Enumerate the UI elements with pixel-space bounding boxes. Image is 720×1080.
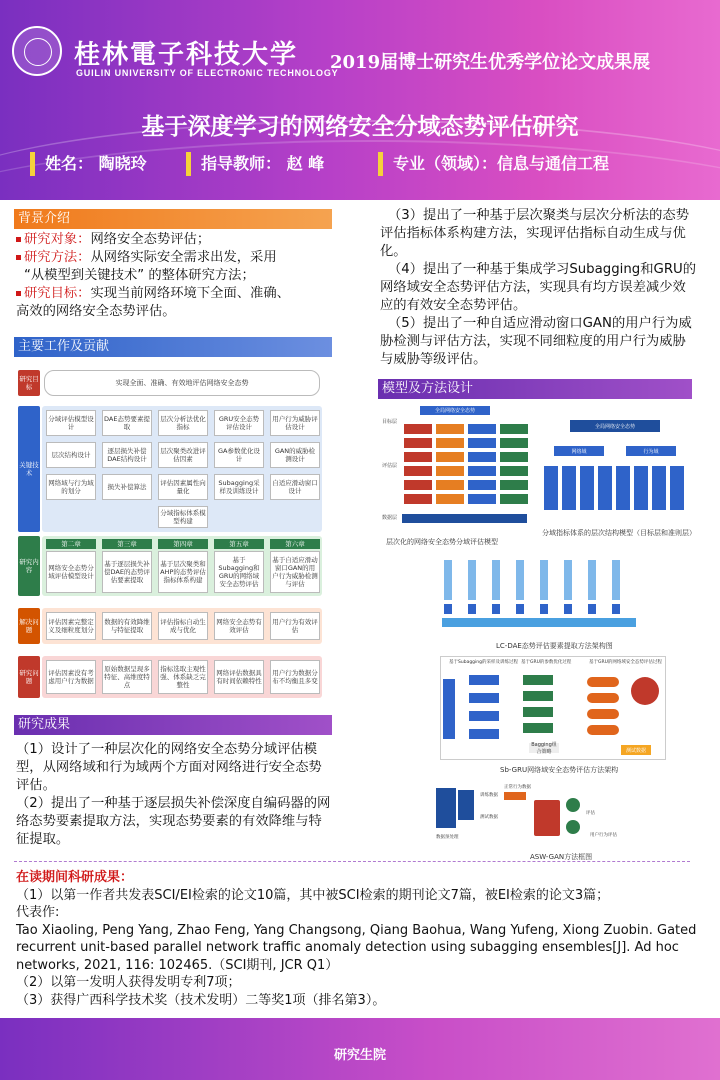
header-banner [0, 0, 720, 200]
tech-box: 网络域与行为域的划分 [46, 474, 96, 500]
d5-label: 正常行为数据 [504, 785, 531, 790]
d1-cell [404, 494, 432, 504]
tech-box: GA参数优化设计 [214, 442, 264, 468]
hierarchical-model-diagram [382, 402, 532, 532]
d1-cell [500, 466, 528, 476]
bullet-icon [16, 237, 21, 242]
d1-cell [436, 480, 464, 490]
d4-block [587, 693, 619, 703]
d4-bagging: Bagging组合策略 [529, 743, 559, 753]
d4-block [469, 693, 499, 703]
d1-cell [404, 452, 432, 462]
d1-cell [500, 424, 528, 434]
list-item: （1）设计了一种层次化的网络安全态势分域评估模型，从网络域和行为域两个方面对网络进行安全态势评估。 [16, 742, 322, 793]
university-seal-icon [12, 26, 62, 76]
university-name-en: GUILIN UNIVERSITY OF ELECTRONIC TECHNOLOGY [76, 68, 339, 78]
tech-box: Subagging采样及训练设计 [214, 474, 264, 500]
d3-output-bar [442, 618, 636, 627]
footer-text: 研究生院 [333, 1048, 386, 1063]
d2-column [544, 466, 558, 510]
chapter-label: 第五章 [214, 539, 264, 549]
sb-gru-diagram [440, 656, 666, 760]
d1-cell [468, 438, 496, 448]
problem-box: 评估因素没有考虑用户行为数据 [46, 660, 96, 694]
poster-title: 基于深度学习的网络安全分域态势评估研究 [141, 114, 579, 140]
d1-cell [404, 424, 432, 434]
goal-box: 实现全面、准确、有效地评估网络安全态势 [44, 370, 320, 396]
chapter-label: 第三章 [102, 539, 152, 549]
d3-node [564, 604, 572, 614]
period-results-heading: 在读期间科研成果： [16, 870, 134, 885]
results-list [16, 741, 334, 849]
tech-box: GAN的威胁检测设计 [270, 442, 320, 468]
list-item: （2）提出了一种基于逐层损失补偿深度自编码器的网络态势要素提取方法，实现态势要素的有效降维与特征提取。 [16, 796, 331, 847]
contributions-right [380, 207, 698, 369]
d2-domain-box: 行为域 [626, 446, 676, 456]
d3-layer [588, 560, 596, 600]
period-results [16, 869, 706, 1009]
bullet-icon [16, 255, 21, 260]
d5-label: 测试数据 [480, 815, 498, 820]
d5-block [436, 788, 456, 828]
solve-box: 数据的有效降维与特征提取 [102, 612, 152, 640]
d5-node [566, 820, 580, 834]
bullet-icon [16, 291, 21, 296]
d5-label: 训练数据 [480, 793, 498, 798]
d3-layer [564, 560, 572, 600]
list-item: （1）以第一作者共发表SCI/EI检索的论文10篇，其中被SCI检索的期刊论文7篇，被EI检索的论文3篇； [16, 887, 610, 903]
caption: 分域指标体系的层次结构模型（目标层和准则层） [542, 529, 696, 537]
chapter-label: 第四章 [158, 539, 208, 549]
list-item: 研究方法：从网络实际安全需求出发，采用 [16, 249, 336, 267]
list-item: 高效的网络安全态势评估。 [16, 304, 176, 319]
list-item: （3）获得广西科学技术奖（技术发明）二等奖1项（排名第3）。 [16, 992, 386, 1008]
d1-cell [436, 452, 464, 462]
problem-box: 用户行为数据分布不均衡且多变 [270, 660, 320, 694]
background-list [16, 231, 336, 321]
d1-cell [500, 438, 528, 448]
goal-tag: 研究目标 [18, 370, 40, 396]
d1-cell [500, 452, 528, 462]
list-item: （2）以第一发明人获得发明专利7项； [16, 975, 241, 990]
d1-cell [468, 466, 496, 476]
d1-top-box: 全局网络安全态势 [420, 406, 490, 415]
d1-cell [468, 424, 496, 434]
d3-node [492, 604, 500, 614]
solve-box: 用户行为有效评估 [270, 612, 320, 640]
content-box: 基于Subagging和GRU的网络域安全态势评估 [214, 551, 264, 593]
d5-node [566, 798, 580, 812]
d3-layer [516, 560, 524, 600]
d3-node [588, 604, 596, 614]
tech-box: 分域评估模型设计 [46, 410, 96, 436]
d1-cell [436, 494, 464, 504]
section-main-work-heading: 主要工作及贡献 [14, 337, 332, 357]
d1-cell [468, 452, 496, 462]
d1-data-bar [402, 514, 527, 523]
advisor-name: 指导教师： 赵 峰 [186, 152, 324, 176]
tech-box: 评估因素属性向量化 [158, 474, 208, 500]
d1-cell [436, 466, 464, 476]
d4-block [587, 725, 619, 735]
list-item: 研究对象：网络安全态势评估； [16, 231, 336, 249]
d4-test-data: 测试数据 [621, 745, 651, 755]
list-item: （5）提出了一种自适应滑动窗口GAN的用户行为威胁检测与评估方法，实现不同细粒度的用户行为威胁与威胁等级评估。 [380, 316, 692, 367]
problem-box: 指标选取主观性强、体系缺乏完整性 [158, 660, 208, 694]
tech-box: 层次结构设计 [46, 442, 96, 468]
d2-column [634, 466, 648, 510]
d2-column [562, 466, 576, 510]
content-box: 基于自适应滑动窗口GAN的用户行为威胁检测与评估 [270, 551, 320, 593]
tech-box: 损失补偿算法 [102, 474, 152, 500]
tech-box: 层次分析法优化指标 [158, 410, 208, 436]
d2-domain-box: 网络域 [554, 446, 604, 456]
solve-tag: 解决问题 [18, 608, 40, 644]
university-name-cn: 桂林電子科技大学 [74, 40, 299, 70]
major-field: 专业（领域）：信息与通信工程 [378, 152, 609, 176]
lc-dae-diagram [436, 556, 642, 638]
caption: ASW-GAN方法框图 [530, 853, 593, 861]
tech-box: GRU安全态势评估设计 [214, 410, 264, 436]
d3-node [444, 604, 452, 614]
problem-tag: 研究问题 [18, 656, 40, 698]
d1-cell [500, 480, 528, 490]
d1-cell [404, 466, 432, 476]
author-name: 姓名： 陶晓玲 [30, 152, 147, 176]
d4-block [587, 709, 619, 719]
d4-label: 基于Subagging的采样及训练过程 [449, 660, 518, 665]
d4-block [523, 675, 553, 685]
d2-column [652, 466, 666, 510]
main-work-diagram [14, 358, 324, 706]
d1-layer-label: 评估层 [382, 463, 398, 469]
list-item: “从模型到关键技术” 的整体研究方法； [24, 268, 255, 283]
d4-node [631, 677, 659, 705]
solve-box: 评估因素完整定义及细粒度划分 [46, 612, 96, 640]
d5-label: 评估 [586, 811, 595, 816]
d2-top-box: 全局网络安全态势 [570, 420, 660, 432]
d1-cell [468, 494, 496, 504]
list-item: （3）提出了一种基于层次聚类与层次分析法的态势评估指标体系构建方法，实现评估指标自动生成与优化。 [380, 208, 689, 259]
d4-block [523, 691, 553, 701]
section-background-heading: 背景介绍 [14, 209, 332, 229]
caption: LC-DAE态势评估要素提取方法架构图 [496, 642, 613, 650]
chapter-label: 第六章 [270, 539, 320, 549]
exhibition-title: 2019届博士研究生优秀学位论文成果展 [330, 52, 651, 73]
d4-block [469, 729, 499, 739]
d4-label: 基于GRU的参数优化过程 [521, 660, 572, 665]
tech-box: 用户行为威胁评估设计 [270, 410, 320, 436]
d3-layer [468, 560, 476, 600]
content-box: 网络安全态势分域评估模型设计 [46, 551, 96, 593]
solve-box: 评估指标自动生成与优化 [158, 612, 208, 640]
d4-block [523, 707, 553, 717]
d4-label: 基于GRU的网络域安全态势评估过程 [589, 660, 662, 665]
caption: Sb-GRU网络域安全态势评估方法架构 [500, 766, 619, 774]
problem-box: 原始数据呈现多特征、高维度特点 [102, 660, 152, 694]
d3-layer [612, 560, 620, 600]
d1-cell [436, 424, 464, 434]
list-item: 研究目标：实现当前网络环境下全面、准确、 [16, 285, 336, 303]
d5-block [504, 792, 526, 800]
list-item: 代表作: [16, 905, 60, 920]
d4-train-data [443, 679, 455, 739]
content-box: 基于层次聚类和AHP的态势评估指标体系构建 [158, 551, 208, 593]
d3-layer [540, 560, 548, 600]
d1-cell [404, 480, 432, 490]
asw-gan-diagram [434, 782, 634, 850]
d2-column [598, 466, 612, 510]
divider [14, 861, 690, 862]
tech-box: 逐层损失补偿DAE结构设计 [102, 442, 152, 468]
d2-column [580, 466, 594, 510]
top-bar [0, 0, 720, 92]
tech-box: 分域指标体系模型构建 [158, 506, 208, 528]
d1-cell [500, 494, 528, 504]
d4-block [523, 723, 553, 733]
d2-column [616, 466, 630, 510]
tech-box: DAE态势要素提取 [102, 410, 152, 436]
chapter-label: 第二章 [46, 539, 96, 549]
caption: 层次化的网络安全态势分域评估模型 [386, 538, 498, 546]
d5-block [458, 790, 474, 820]
d3-node [468, 604, 476, 614]
section-results-heading: 研究成果 [14, 715, 332, 735]
solve-box: 网络安全态势有效评估 [214, 612, 264, 640]
d5-block [534, 800, 560, 836]
list-item: （4）提出了一种基于集成学习Subagging和GRU的网络域安全态势评估方法，实现具有均方误差减少效应的有效安全态势评估。 [380, 262, 697, 313]
content-tag: 研究内容 [18, 536, 40, 596]
d1-layer-label: 目标层 [382, 419, 398, 425]
d2-column [670, 466, 684, 510]
d4-block [469, 711, 499, 721]
d1-cell [436, 438, 464, 448]
tech-box: 自适应滑动窗口设计 [270, 474, 320, 500]
d1-cell [468, 480, 496, 490]
section-model-heading: 模型及方法设计 [378, 379, 692, 399]
d5-label: 用户行为评估 [590, 833, 617, 838]
citation: Tao Xiaoling, Peng Yang, Zhao Feng, Yang Changsong, Qiang Baohua, Wang Yufeng, Xiong Zuobin. Gated recurrent unit-based parallel network traffic anomaly detection using subagging ensembles[J]. Ad hoc networks, 2021, 116: 102465.（SCI期刊, JCR Q1） [16, 922, 697, 973]
d3-node [540, 604, 548, 614]
content-box: 基于逐层损失补偿DAE的态势评估要素提取 [102, 551, 152, 593]
d3-node [516, 604, 524, 614]
d1-cell [404, 438, 432, 448]
d5-label: 数据预处理 [436, 835, 459, 840]
problem-box: 网络评估数据具有时间依赖特性 [214, 660, 264, 694]
d1-layer-label: 数据层 [382, 515, 398, 521]
d3-layer [492, 560, 500, 600]
d4-block [587, 677, 619, 687]
d3-node [612, 604, 620, 614]
tech-box: 层次聚类改进评估因素 [158, 442, 208, 468]
tech-tag: 关键技术 [18, 406, 40, 532]
d4-block [469, 675, 499, 685]
d3-layer [444, 560, 452, 600]
index-hierarchy-diagram [540, 416, 690, 516]
